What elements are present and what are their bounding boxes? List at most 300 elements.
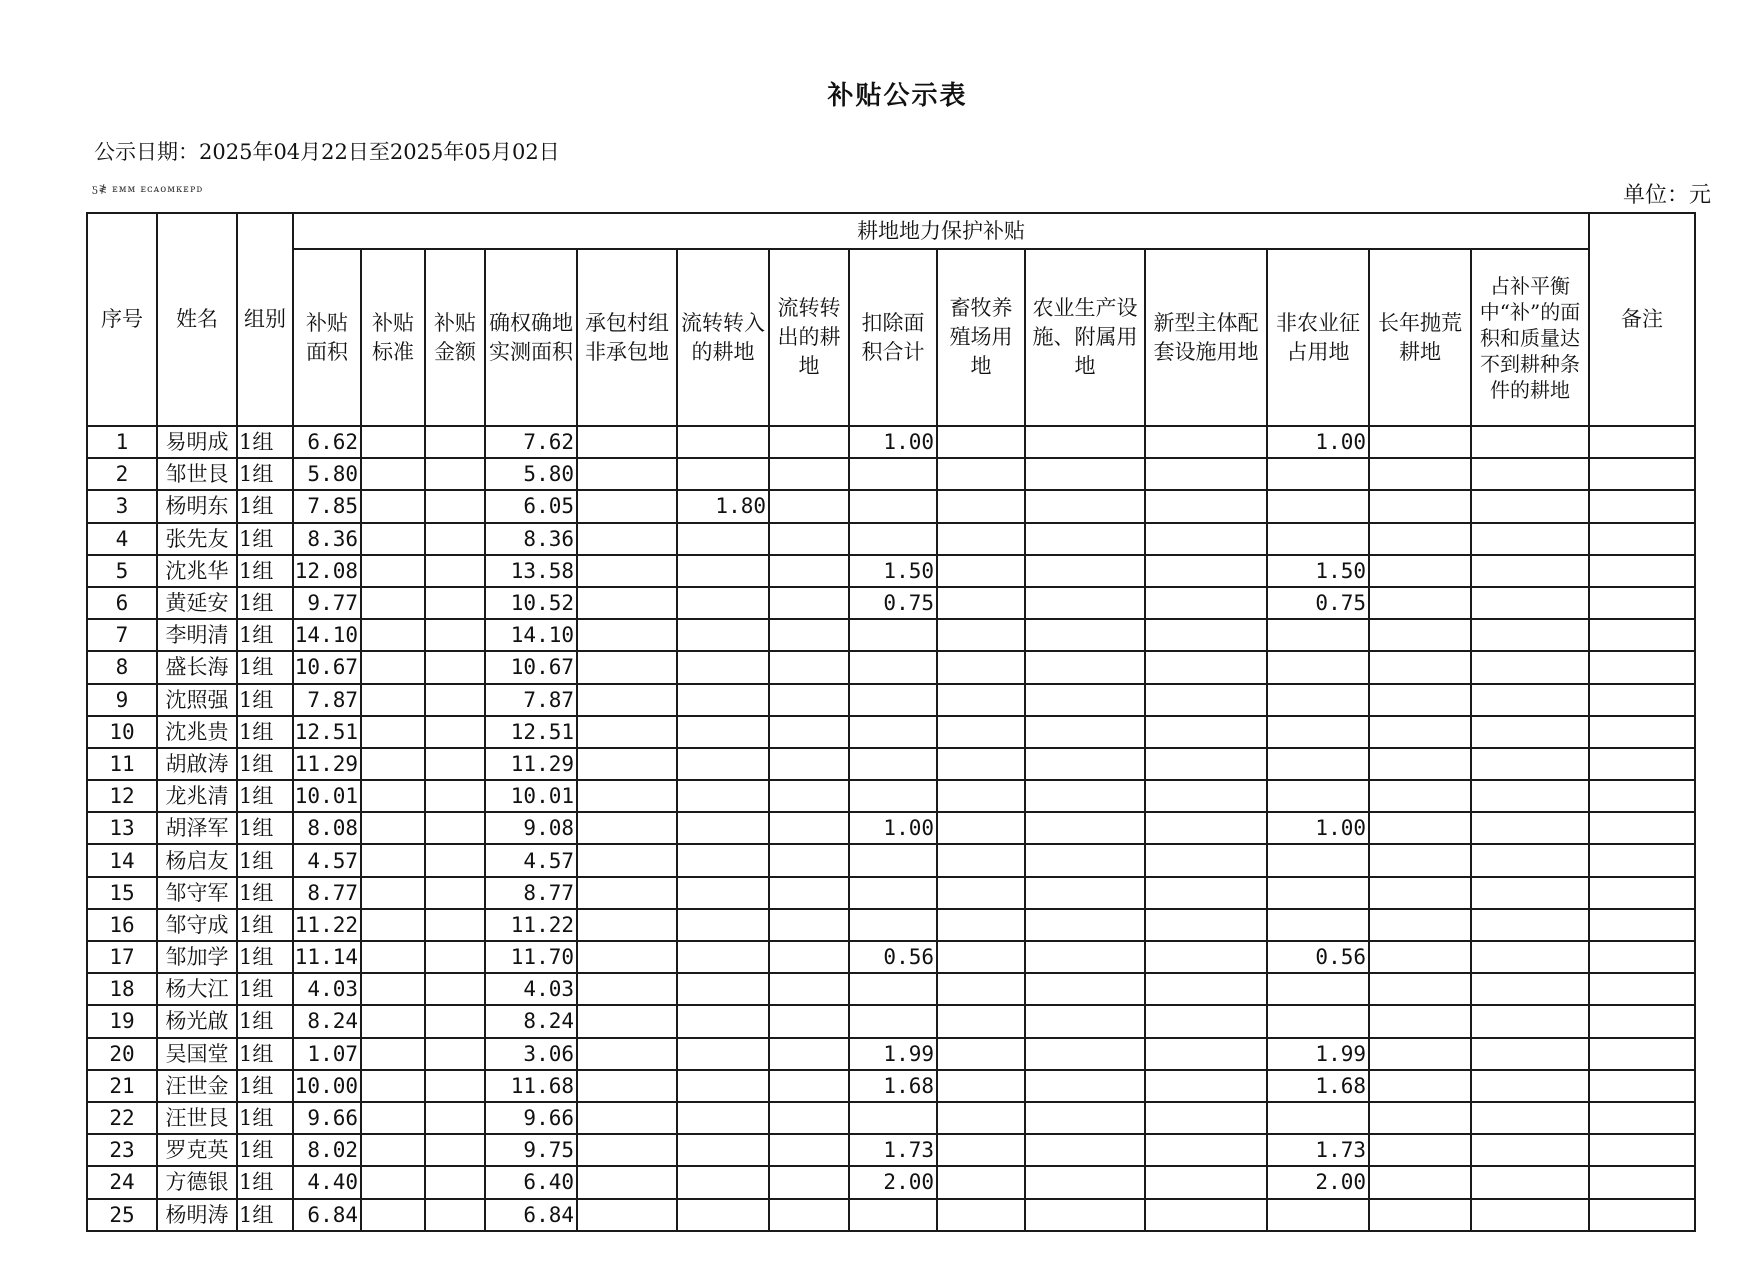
measured-cell: 7.87 [485, 684, 577, 716]
table-row [87, 587, 1695, 619]
group-cell: 1组 [237, 812, 293, 844]
deduct-total-cell [849, 973, 937, 1005]
name-cell: 罗克英 [157, 1134, 237, 1166]
unit-label: 单位：元 [1622, 183, 1711, 208]
header-group: 组别 [237, 213, 293, 426]
table-row [87, 844, 1695, 876]
abandoned-cell [1369, 619, 1471, 651]
name-cell: 吴国堂 [157, 1038, 237, 1070]
table-row [87, 1166, 1695, 1198]
transfer-in-cell [677, 780, 769, 812]
standard-cell [361, 490, 425, 522]
remark-cell [1589, 1102, 1695, 1134]
new-entity-cell [1145, 973, 1267, 1005]
seq-cell: 19 [87, 1005, 157, 1037]
livestock-cell [937, 555, 1025, 587]
facility-cell [1025, 426, 1145, 458]
new-entity-cell [1145, 684, 1267, 716]
name-cell: 胡泽军 [157, 812, 237, 844]
seq-cell: 23 [87, 1134, 157, 1166]
abandoned-cell [1369, 780, 1471, 812]
area-cell: 10.01 [293, 780, 361, 812]
new-entity-cell [1145, 1166, 1267, 1198]
abandoned-cell [1369, 490, 1471, 522]
transfer-out-cell [769, 426, 849, 458]
standard-cell [361, 877, 425, 909]
transfer-in-cell [677, 748, 769, 780]
livestock-cell [937, 812, 1025, 844]
non-agri-cell: 2.00 [1267, 1166, 1369, 1198]
header-transfer-out: 流转转出的耕地 [769, 249, 849, 426]
abandoned-cell [1369, 812, 1471, 844]
transfer-out-cell [769, 619, 849, 651]
name-cell: 杨启友 [157, 844, 237, 876]
deduct-total-cell [849, 877, 937, 909]
seq-cell: 11 [87, 748, 157, 780]
non-contract-cell [577, 1134, 677, 1166]
non-agri-cell: 0.56 [1267, 941, 1369, 973]
seq-cell: 8 [87, 651, 157, 683]
non-contract-cell [577, 619, 677, 651]
deduct-total-cell [849, 523, 937, 555]
transfer-out-cell [769, 780, 849, 812]
name-cell: 盛长海 [157, 651, 237, 683]
remark-cell [1589, 684, 1695, 716]
balance-cell [1471, 1134, 1589, 1166]
non-contract-cell [577, 780, 677, 812]
livestock-cell [937, 523, 1025, 555]
header-livestock: 畜牧养殖场用地 [937, 249, 1025, 426]
abandoned-cell [1369, 555, 1471, 587]
group-cell: 1组 [237, 651, 293, 683]
livestock-cell [937, 1134, 1025, 1166]
non-agri-cell: 0.75 [1267, 587, 1369, 619]
balance-cell [1471, 973, 1589, 1005]
non-contract-cell [577, 1038, 677, 1070]
non-contract-cell [577, 941, 677, 973]
amount-cell [425, 1070, 485, 1102]
livestock-cell [937, 844, 1025, 876]
table-row [87, 1070, 1695, 1102]
balance-cell [1471, 490, 1589, 522]
livestock-cell [937, 651, 1025, 683]
amount-cell [425, 780, 485, 812]
name-cell: 李明清 [157, 619, 237, 651]
amount-cell [425, 684, 485, 716]
remark-cell [1589, 844, 1695, 876]
facility-cell [1025, 844, 1145, 876]
transfer-out-cell [769, 1070, 849, 1102]
amount-cell [425, 1166, 485, 1198]
non-contract-cell [577, 458, 677, 490]
header-abandoned: 长年抛荒耕地 [1369, 249, 1471, 426]
transfer-in-cell [677, 812, 769, 844]
measured-cell: 9.08 [485, 812, 577, 844]
transfer-in-cell [677, 941, 769, 973]
transfer-in-cell [677, 587, 769, 619]
measured-cell: 6.84 [485, 1199, 577, 1231]
amount-cell [425, 651, 485, 683]
new-entity-cell [1145, 844, 1267, 876]
measured-cell: 7.62 [485, 426, 577, 458]
remark-cell [1589, 1005, 1695, 1037]
non-agri-cell [1267, 973, 1369, 1005]
group-cell: 1组 [237, 877, 293, 909]
seq-cell: 22 [87, 1102, 157, 1134]
header-measured: 确权确地实测面积 [485, 249, 577, 426]
area-cell: 7.85 [293, 490, 361, 522]
non-contract-cell [577, 523, 677, 555]
non-contract-cell [577, 877, 677, 909]
transfer-out-cell [769, 1102, 849, 1134]
remark-cell [1589, 426, 1695, 458]
transfer-in-cell: 1.80 [677, 490, 769, 522]
measured-cell: 11.22 [485, 909, 577, 941]
deduct-total-cell [849, 458, 937, 490]
area-cell: 11.22 [293, 909, 361, 941]
table-row [87, 1102, 1695, 1134]
header-amount: 补贴金额 [425, 249, 485, 426]
deduct-total-cell [849, 651, 937, 683]
table-row [87, 490, 1695, 522]
new-entity-cell [1145, 523, 1267, 555]
non-contract-cell [577, 651, 677, 683]
transfer-in-cell [677, 426, 769, 458]
measured-cell: 11.70 [485, 941, 577, 973]
measured-cell: 9.66 [485, 1102, 577, 1134]
non-agri-cell: 1.68 [1267, 1070, 1369, 1102]
amount-cell [425, 973, 485, 1005]
seq-cell: 17 [87, 941, 157, 973]
standard-cell [361, 651, 425, 683]
balance-cell [1471, 1199, 1589, 1231]
seq-cell: 25 [87, 1199, 157, 1231]
new-entity-cell [1145, 877, 1267, 909]
non-agri-cell [1267, 780, 1369, 812]
non-contract-cell [577, 1005, 677, 1037]
header-seq: 序号 [87, 213, 157, 426]
measured-cell: 4.03 [485, 973, 577, 1005]
name-cell: 杨大江 [157, 973, 237, 1005]
measured-cell: 11.29 [485, 748, 577, 780]
non-contract-cell [577, 1166, 677, 1198]
non-agri-cell [1267, 1102, 1369, 1134]
standard-cell [361, 780, 425, 812]
header-deduct-total: 扣除面积合计 [849, 249, 937, 426]
remark-cell [1589, 1038, 1695, 1070]
table-row [87, 684, 1695, 716]
new-entity-cell [1145, 909, 1267, 941]
transfer-out-cell [769, 941, 849, 973]
publicity-date: 公示日期：2025年04月22日至2025年05月02日 [94, 140, 560, 164]
group-cell: 1组 [237, 458, 293, 490]
amount-cell [425, 1102, 485, 1134]
non-agri-cell [1267, 844, 1369, 876]
non-agri-cell: 1.00 [1267, 426, 1369, 458]
abandoned-cell [1369, 1166, 1471, 1198]
name-cell: 邹守军 [157, 877, 237, 909]
abandoned-cell [1369, 426, 1471, 458]
deduct-total-cell: 1.99 [849, 1038, 937, 1070]
header-remark: 备注 [1589, 213, 1695, 426]
amount-cell [425, 523, 485, 555]
group-cell: 1组 [237, 1134, 293, 1166]
facility-cell [1025, 1038, 1145, 1070]
remark-cell [1589, 1134, 1695, 1166]
balance-cell [1471, 426, 1589, 458]
header-standard: 补贴标准 [361, 249, 425, 426]
remark-cell [1589, 458, 1695, 490]
area-cell: 8.02 [293, 1134, 361, 1166]
standard-cell [361, 1166, 425, 1198]
new-entity-cell [1145, 812, 1267, 844]
transfer-in-cell [677, 973, 769, 1005]
seq-cell: 6 [87, 587, 157, 619]
standard-cell [361, 458, 425, 490]
measured-cell: 6.40 [485, 1166, 577, 1198]
standard-cell [361, 812, 425, 844]
non-agri-cell [1267, 651, 1369, 683]
table-row [87, 1038, 1695, 1070]
table-row [87, 941, 1695, 973]
remark-cell [1589, 587, 1695, 619]
facility-cell [1025, 555, 1145, 587]
abandoned-cell [1369, 909, 1471, 941]
facility-cell [1025, 780, 1145, 812]
seq-cell: 3 [87, 490, 157, 522]
name-cell: 邹世艮 [157, 458, 237, 490]
group-cell: 1组 [237, 716, 293, 748]
non-contract-cell [577, 812, 677, 844]
seq-cell: 1 [87, 426, 157, 458]
non-contract-cell [577, 426, 677, 458]
non-contract-cell [577, 587, 677, 619]
abandoned-cell [1369, 1199, 1471, 1231]
deduct-total-cell [849, 619, 937, 651]
group-cell: 1组 [237, 555, 293, 587]
standard-cell [361, 973, 425, 1005]
seq-cell: 9 [87, 684, 157, 716]
group-cell: 1组 [237, 619, 293, 651]
new-entity-cell [1145, 748, 1267, 780]
balance-cell [1471, 716, 1589, 748]
livestock-cell [937, 587, 1025, 619]
remark-cell [1589, 490, 1695, 522]
transfer-in-cell [677, 1199, 769, 1231]
seq-cell: 10 [87, 716, 157, 748]
non-agri-cell [1267, 458, 1369, 490]
standard-cell [361, 909, 425, 941]
balance-cell [1471, 1102, 1589, 1134]
facility-cell [1025, 973, 1145, 1005]
non-agri-cell [1267, 748, 1369, 780]
table-row [87, 458, 1695, 490]
non-agri-cell [1267, 684, 1369, 716]
seq-cell: 14 [87, 844, 157, 876]
measured-cell: 9.75 [485, 1134, 577, 1166]
measured-cell: 12.51 [485, 716, 577, 748]
non-agri-cell [1267, 619, 1369, 651]
area-cell: 4.57 [293, 844, 361, 876]
non-agri-cell: 1.99 [1267, 1038, 1369, 1070]
amount-cell [425, 1038, 485, 1070]
group-cell: 1组 [237, 909, 293, 941]
balance-cell [1471, 523, 1589, 555]
balance-cell [1471, 909, 1589, 941]
deduct-total-cell [849, 1102, 937, 1134]
group-cell: 1组 [237, 684, 293, 716]
standard-cell [361, 716, 425, 748]
non-agri-cell [1267, 909, 1369, 941]
livestock-cell [937, 619, 1025, 651]
facility-cell [1025, 684, 1145, 716]
deduct-total-cell [849, 909, 937, 941]
balance-cell [1471, 1166, 1589, 1198]
remark-cell [1589, 1166, 1695, 1198]
balance-cell [1471, 1038, 1589, 1070]
facility-cell [1025, 1166, 1145, 1198]
header-new-entity: 新型主体配套设施用地 [1145, 249, 1267, 426]
transfer-in-cell [677, 877, 769, 909]
seq-cell: 21 [87, 1070, 157, 1102]
seq-cell: 16 [87, 909, 157, 941]
facility-cell [1025, 877, 1145, 909]
page-title: 补贴公示表 [827, 81, 968, 111]
deduct-total-cell: 1.50 [849, 555, 937, 587]
deduct-total-cell [849, 844, 937, 876]
area-cell: 12.51 [293, 716, 361, 748]
measured-cell: 10.67 [485, 651, 577, 683]
abandoned-cell [1369, 716, 1471, 748]
facility-cell [1025, 1199, 1145, 1231]
area-cell: 4.40 [293, 1166, 361, 1198]
abandoned-cell [1369, 1005, 1471, 1037]
new-entity-cell [1145, 490, 1267, 522]
transfer-in-cell [677, 555, 769, 587]
transfer-in-cell [677, 1134, 769, 1166]
remark-cell [1589, 780, 1695, 812]
table-row [87, 877, 1695, 909]
seq-cell: 13 [87, 812, 157, 844]
balance-cell [1471, 812, 1589, 844]
table-row [87, 909, 1695, 941]
non-contract-cell [577, 748, 677, 780]
deduct-total-cell [849, 716, 937, 748]
amount-cell [425, 587, 485, 619]
facility-cell [1025, 458, 1145, 490]
remark-cell [1589, 909, 1695, 941]
non-contract-cell [577, 1102, 677, 1134]
measured-cell: 8.36 [485, 523, 577, 555]
area-cell: 8.77 [293, 877, 361, 909]
seq-cell: 18 [87, 973, 157, 1005]
name-cell: 胡啟涛 [157, 748, 237, 780]
area-cell: 14.10 [293, 619, 361, 651]
header-balance: 占补平衡中“补”的面积和质量达不到耕种条件的耕地 [1471, 249, 1589, 426]
non-agri-cell: 1.00 [1267, 812, 1369, 844]
standard-cell [361, 1102, 425, 1134]
measured-cell: 8.24 [485, 1005, 577, 1037]
standard-cell [361, 1134, 425, 1166]
remark-cell [1589, 555, 1695, 587]
livestock-cell [937, 716, 1025, 748]
header-non-agri: 非农业征占用地 [1267, 249, 1369, 426]
transfer-out-cell [769, 1199, 849, 1231]
transfer-in-cell [677, 1166, 769, 1198]
measured-cell: 5.80 [485, 458, 577, 490]
amount-cell [425, 877, 485, 909]
name-cell: 龙兆清 [157, 780, 237, 812]
transfer-in-cell [677, 716, 769, 748]
amount-cell [425, 812, 485, 844]
seq-cell: 20 [87, 1038, 157, 1070]
transfer-out-cell [769, 490, 849, 522]
transfer-in-cell [677, 684, 769, 716]
non-contract-cell [577, 684, 677, 716]
amount-cell [425, 555, 485, 587]
area-cell: 9.77 [293, 587, 361, 619]
group-cell: 1组 [237, 973, 293, 1005]
seq-cell: 4 [87, 523, 157, 555]
livestock-cell [937, 684, 1025, 716]
transfer-out-cell [769, 587, 849, 619]
area-cell: 10.67 [293, 651, 361, 683]
new-entity-cell [1145, 587, 1267, 619]
balance-cell [1471, 651, 1589, 683]
livestock-cell [937, 1102, 1025, 1134]
abandoned-cell [1369, 877, 1471, 909]
amount-cell [425, 748, 485, 780]
measured-cell: 3.06 [485, 1038, 577, 1070]
abandoned-cell [1369, 748, 1471, 780]
abandoned-cell [1369, 844, 1471, 876]
non-agri-cell [1267, 490, 1369, 522]
amount-cell [425, 716, 485, 748]
facility-cell [1025, 748, 1145, 780]
amount-cell [425, 1134, 485, 1166]
new-entity-cell [1145, 716, 1267, 748]
group-cell: 1组 [237, 941, 293, 973]
transfer-out-cell [769, 1038, 849, 1070]
transfer-out-cell [769, 909, 849, 941]
table-row [87, 523, 1695, 555]
standard-cell [361, 587, 425, 619]
table-row [87, 619, 1695, 651]
abandoned-cell [1369, 587, 1471, 619]
header-row-top [87, 213, 1695, 249]
abandoned-cell [1369, 1038, 1471, 1070]
group-cell: 1组 [237, 780, 293, 812]
new-entity-cell [1145, 619, 1267, 651]
group-cell: 1组 [237, 1102, 293, 1134]
deduct-total-cell [849, 748, 937, 780]
measured-cell: 14.10 [485, 619, 577, 651]
remark-cell [1589, 973, 1695, 1005]
livestock-cell [937, 490, 1025, 522]
new-entity-cell [1145, 1005, 1267, 1037]
facility-cell [1025, 587, 1145, 619]
non-contract-cell [577, 1199, 677, 1231]
header-area: 补贴面积 [293, 249, 361, 426]
name-cell: 汪世金 [157, 1070, 237, 1102]
transfer-in-cell [677, 844, 769, 876]
deduct-total-cell: 1.68 [849, 1070, 937, 1102]
deduct-total-cell [849, 1199, 937, 1231]
area-cell: 8.24 [293, 1005, 361, 1037]
table-row [87, 973, 1695, 1005]
transfer-in-cell [677, 458, 769, 490]
seq-cell: 7 [87, 619, 157, 651]
